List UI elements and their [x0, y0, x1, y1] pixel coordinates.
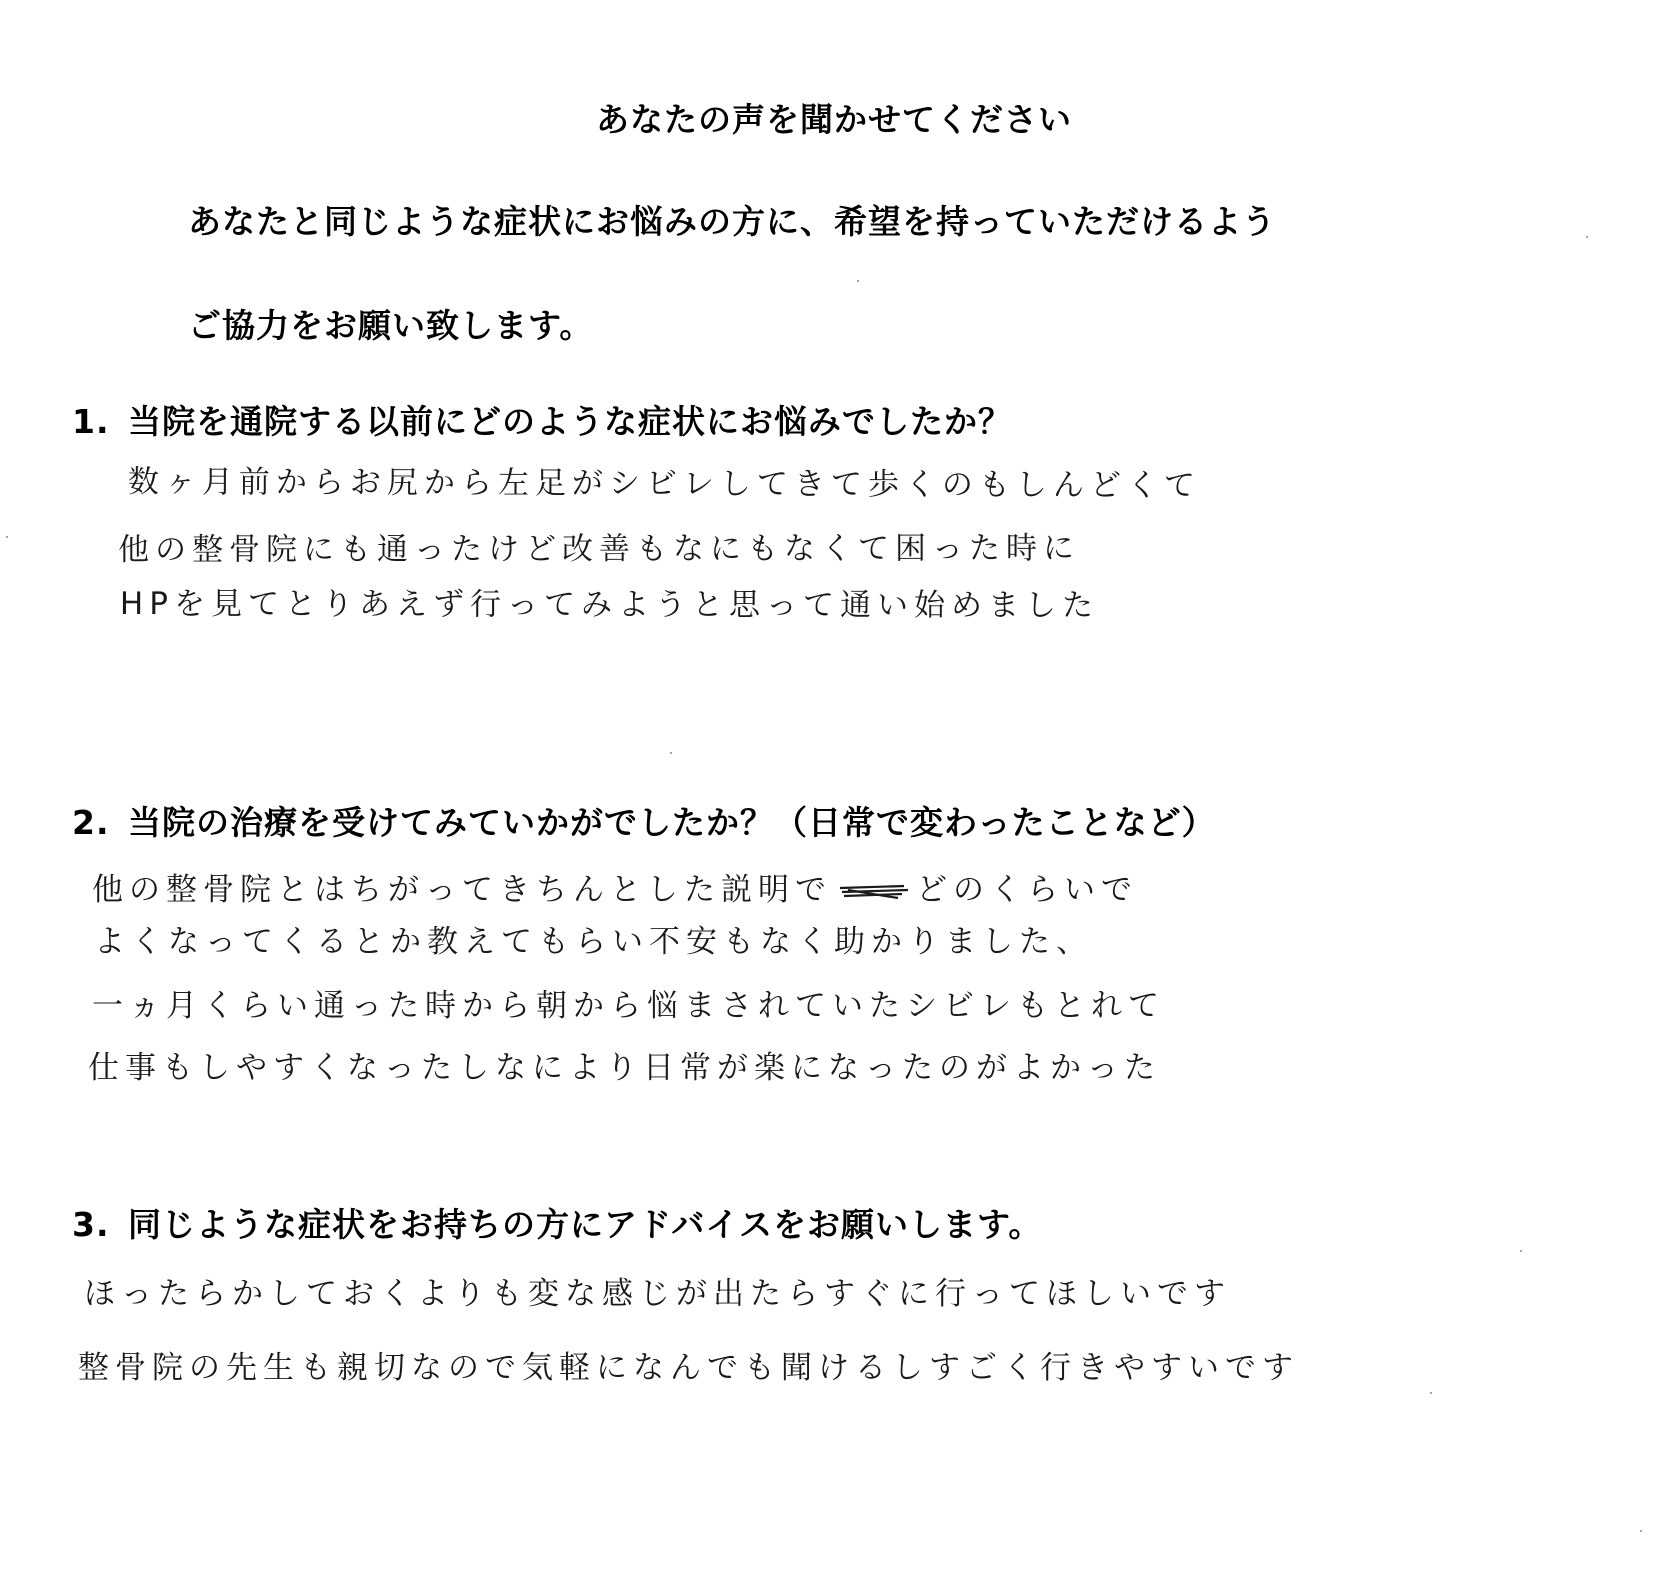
- page-title: あなたの声を聞かせてください: [596, 100, 1072, 139]
- answer-2-line-4: 仕事もしやすくなったしなにより日常が楽になったのがよかった: [88, 1050, 1161, 1086]
- scan-speck: [1520, 1250, 1522, 1252]
- question-text: 同じような症状をお持ちの方にアドバイスをお願いします。: [128, 1205, 1043, 1244]
- answer-1-line-1: 数ヶ月前からお尻から左足がシビレしてきて歩くのもしんどくて: [127, 463, 1201, 504]
- question-number: 2.: [72, 803, 110, 842]
- scan-speck: [1430, 1392, 1432, 1394]
- scan-speck: [1586, 236, 1588, 238]
- answer-2-line-2: よくなってくるとか教えてもらい不安もなく助かりました、: [94, 924, 1093, 960]
- answer-3-line-1: ほったらかしておくよりも変な感じが出たらすぐに行ってほしいです: [84, 1276, 1231, 1312]
- answer-2-line-3: 一ヵ月くらい通った時から朝から悩まされていたシビレもとれて: [92, 988, 1165, 1024]
- question-text: 当院の治療を受けてみていかがでしたか？（日常で変わったことなど）: [128, 803, 1216, 842]
- question-number: 3.: [72, 1205, 110, 1244]
- scan-speck: [1640, 1530, 1642, 1532]
- answer-text-tail: どのくらいで: [916, 872, 1138, 908]
- question-2: [72, 797, 1216, 844]
- scan-speck: [6, 536, 8, 538]
- intro-line-2: ご協力をお願い致します。: [188, 306, 594, 345]
- question-number: 1.: [72, 402, 110, 441]
- question-3: [72, 1199, 1042, 1246]
- answer-2-line-1: [92, 864, 1138, 909]
- answer-3-line-2: 整骨院の先生も親切なので気軽になんでも聞けるしすごく行きやすいです: [78, 1350, 1299, 1386]
- intro-line-1: あなたと同じような症状にお悩みの方に、希望を持っていただけるよう: [188, 202, 1276, 241]
- question-text: 当院を通院する以前にどのような症状にお悩みでしたか？: [128, 402, 1012, 441]
- answer-1-line-2: 他の整骨院にも通ったけど改善もなにもなくて困った時に: [118, 530, 1081, 568]
- scan-speck: [670, 752, 672, 754]
- scan-speck: [857, 280, 859, 282]
- question-1: [72, 396, 1012, 443]
- answer-text: 他の整骨院とはちがってきちんとした説明で: [92, 872, 832, 908]
- crossed-out-scribble: [838, 882, 910, 902]
- answer-1-line-3: HPを見てとりあえず行ってみようと思って通い始めました: [119, 586, 1100, 624]
